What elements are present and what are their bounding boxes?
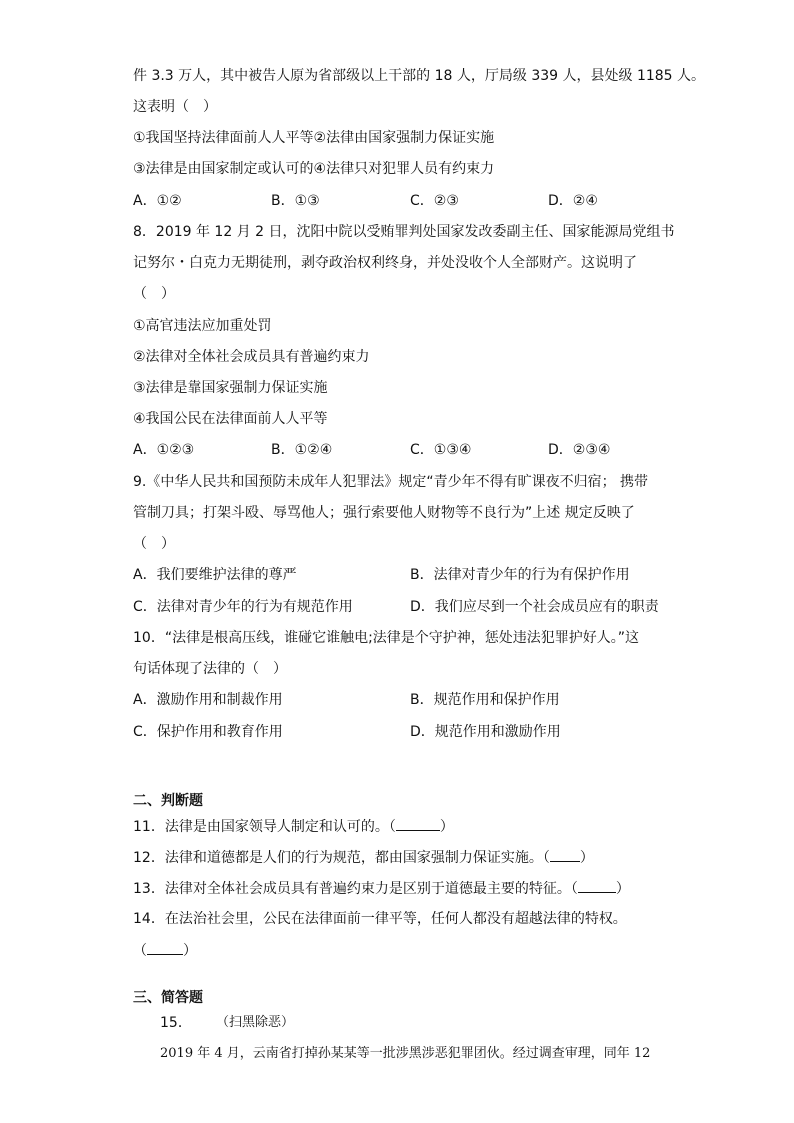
q11-close-paren: ） — [439, 819, 454, 835]
q7-option-b: B．①③ — [271, 193, 320, 209]
q10-option-b: B．规范作用和保护作用 — [410, 692, 560, 708]
q8-statement-3: ③法律是靠国家强制力保证实施 — [133, 380, 328, 396]
q12-line — [133, 847, 594, 868]
q15-line-1: 2019 年 4 月，云南省打掉孙某某等一批涉黑涉恶犯罪团伙。经过调查审理，同年 12 — [160, 1046, 651, 1061]
q8-line-2: 记努尔・白克力无期徒刑，剥夺政治权利终身，并处没收个人全部财产。这说明了 — [133, 255, 637, 271]
q7-statements-1: ①我国坚持法律面前人人平等②法律由国家强制力保证实施 — [133, 130, 495, 146]
q12-text: 12．法律和道德都是人们的行为规范，都由国家强制力保证实施。（ — [133, 850, 550, 866]
q8-option-d: D．②③④ — [548, 442, 611, 458]
q14-open-paren: （ — [133, 943, 147, 959]
q7-option-c: C．②③ — [410, 193, 459, 209]
q8-statement-2: ②法律对全体社会成员具有普遍约束力 — [133, 349, 370, 365]
q13-text: 13．法律对全体社会成员具有普遍约束力是区别于道德最主要的特征。（ — [133, 881, 578, 897]
q10-option-d: D．规范作用和激励作用 — [410, 724, 561, 740]
q7-option-d: D．②④ — [548, 193, 598, 209]
section-heading-judgment: 二、判断题 — [133, 793, 203, 809]
q7-option-a: A．①② — [133, 193, 182, 209]
q13-close-paren: ） — [615, 881, 630, 897]
q8-option-c: C．①③④ — [410, 442, 472, 458]
q7-statements-2: ③法律是由国家制定或认可的④法律只对犯罪人员有约束力 — [133, 161, 495, 177]
q9-option-a: A．我们要维护法律的尊严 — [133, 567, 297, 583]
q9-option-b: B．法律对青少年的行为有保护作用 — [410, 567, 630, 583]
q8-statement-1: ①高官违法应加重处罚 — [133, 318, 272, 334]
q8-option-a: A．①②③ — [133, 442, 195, 458]
q14-close-paren: ） — [183, 943, 197, 959]
q7-line-1: 件 3.3 万人，其中被告人原为省部级以上干部的 18 人，厅局级 339 人，县处级 1185 人。 — [133, 68, 706, 84]
q14-line-1: 14．在法治社会里，公民在法律面前一律平等，任何人都没有超越法律的特权。 — [133, 911, 627, 927]
q11-text: 11．法律是由国家领导人制定和认可的。（ — [133, 819, 396, 835]
q9-option-c: C．法律对青少年的行为有规范作用 — [133, 599, 353, 615]
q10-option-a: A．激励作用和制裁作用 — [133, 692, 283, 708]
q12-answer-blank[interactable] — [550, 847, 580, 862]
q9-option-d: D．我们应尽到一个社会成员应有的职责 — [410, 599, 659, 615]
q9-line-1: 9.《中华人民共和国预防未成年人犯罪法》规定“青少年不得有旷课夜不归宿； 携带 — [133, 474, 649, 490]
q13-answer-blank[interactable] — [578, 878, 616, 893]
section-heading-short-answer: 三、简答题 — [133, 990, 203, 1006]
q11-line — [133, 816, 454, 837]
q14-answer-blank[interactable] — [147, 940, 183, 955]
q15-title: （扫黑除恶） — [216, 1015, 295, 1030]
q8-line-1: 8．2019 年 12 月 2 日，沈阳中院以受贿罪判处国家发改委副主任、国家能源局党组书 — [133, 224, 675, 240]
q8-option-b: B．①②④ — [271, 442, 333, 458]
q9-line-2: 管制刀具；打架斗殴、辱骂他人；强行索要他人财物等不良行为”上述 规定反映了 — [133, 505, 635, 521]
q13-line — [133, 878, 630, 899]
q10-line-1: 10．“法律是根高压线，谁碰它谁触电;法律是个守护神，惩处违法犯罪护好人。”这 — [133, 630, 640, 646]
q12-close-paren: ） — [579, 850, 594, 866]
q14-line-2 — [133, 940, 197, 961]
q7-line-2: 这表明（ ） — [133, 99, 217, 115]
q10-option-c: C．保护作用和教育作用 — [133, 724, 283, 740]
q10-line-2: 句话体现了法律的（ ） — [133, 661, 287, 677]
q8-answer-paren: （ ） — [133, 286, 175, 302]
q15-number: 15． — [160, 1015, 192, 1031]
q8-statement-4: ④我国公民在法律面前人人平等 — [133, 411, 328, 427]
q11-answer-blank[interactable] — [396, 816, 440, 831]
q9-answer-paren: （ ） — [133, 536, 175, 552]
